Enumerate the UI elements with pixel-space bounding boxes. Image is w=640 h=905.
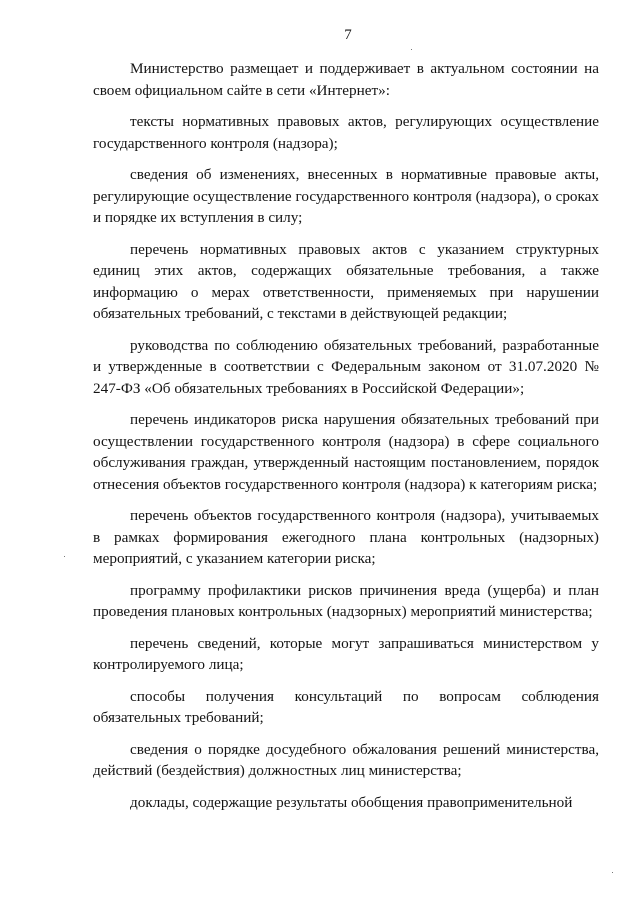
scan-speck [64, 556, 65, 557]
paragraph-amendments: сведения об изменениях, внесенных в нормативные правовые акты, регулирующие осуществление государственного контроля (надзора), о сроках и порядке их вступления в силу; [93, 166, 599, 226]
paragraph-control-objects: перечень объектов государственного контроля (надзора), учитываемых в рамках формирования ежегодного плана контрольных (надзорных) мероприятий, с указанием категории риска; [93, 507, 599, 567]
paragraph-guidelines: руководства по соблюдению обязательных требований, разработанные и утвержденные в соответствии с Федеральным законом от 31.07.2020 № 247-ФЗ «Об обязательных требованиях в Российской Федерации»; [93, 336, 599, 397]
paragraph-npa-list: перечень нормативных правовых актов с указанием структурных единиц этих актов, содержащих обязательные требования, а также информацию о мерах ответственности, применяемых при нарушении обязательных требований, с текстами в действующей редакции; [93, 240, 599, 322]
paragraph-appeal-procedure: сведения о порядке досудебного обжалования решений министерства, действий (бездействия) должностных лиц министерства; [93, 740, 599, 779]
page-number: 7 [344, 27, 352, 43]
document-body [93, 58, 599, 821]
paragraph-requested-info: перечень сведений, которые могут запрашиваться министерством у контролируемого лица; [93, 634, 599, 673]
paragraph-risk-indicators: перечень индикаторов риска нарушения обязательных требований при осуществлении государственного контроля (надзора) в сфере социального обслуживания граждан, утвержденный настоящим постановлением, порядок отнесения объектов государственного контроля (надзора) к категориям риска; [93, 411, 599, 493]
paragraph-npa-texts: тексты нормативных правовых актов, регулирующих осуществление государственного контроля (надзора); [93, 113, 599, 152]
paragraph-reports: доклады, содержащие результаты обобщения правоприменительной [130, 793, 573, 811]
paragraph-prevention-program: программу профилактики рисков причинения вреда (ущерба) и план проведения плановых контрольных (надзорных) мероприятий министерства; [93, 581, 599, 620]
scan-speck [411, 49, 412, 50]
paragraph-consultations: способы получения консультаций по вопросам соблюдения обязательных требований; [93, 687, 599, 726]
scan-speck [612, 872, 613, 873]
paragraph-intro: Министерство размещает и поддерживает в актуальном состоянии на своем официальном сайте в сети «Интернет»: [93, 60, 599, 99]
